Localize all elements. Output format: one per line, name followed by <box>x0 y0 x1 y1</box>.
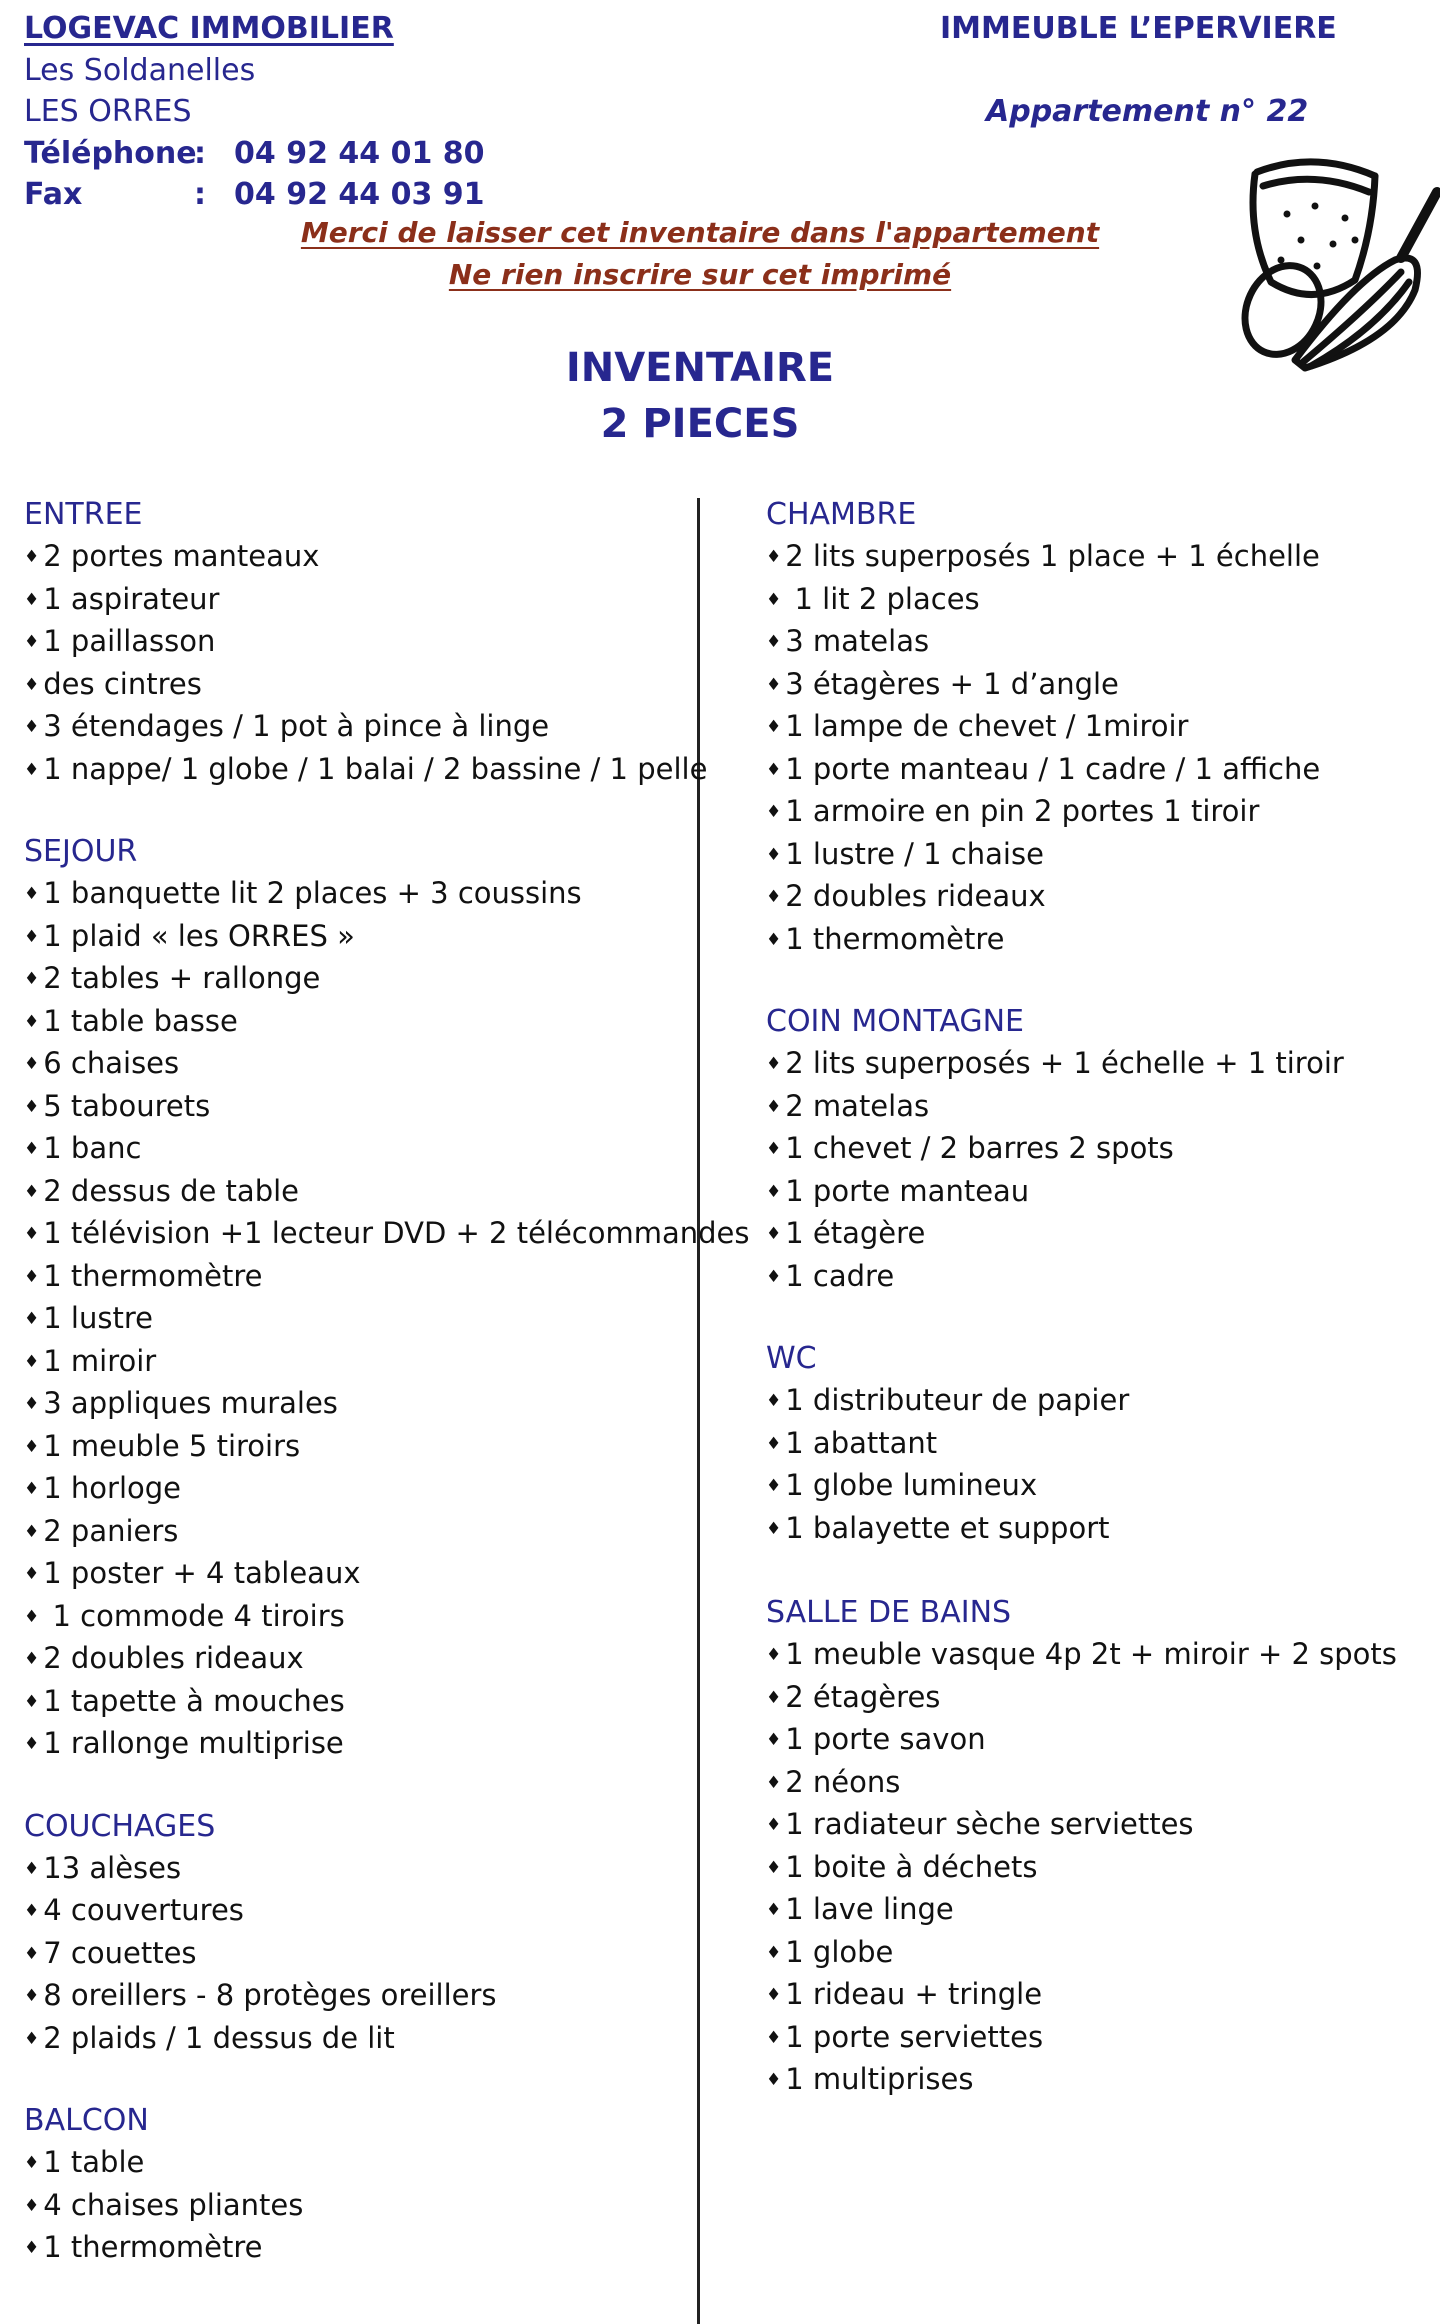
section-wc <box>766 1338 1397 1550</box>
list-item: ♦ 5 tabourets <box>24 1086 750 1129</box>
list-item: ♦ 1 radiateur sèche serviettes <box>766 1804 1397 1847</box>
list-item: ♦ 1 banc <box>24 1128 750 1171</box>
section-title: SALLE DE BAINS <box>766 1595 1012 1630</box>
list-item: ♦ 1 thermomètre <box>766 919 1397 962</box>
list-item: ♦ 4 chaises pliantes <box>24 2185 750 2228</box>
list-item: ♦ 1 meuble 5 tiroirs <box>24 1426 750 1469</box>
list-item: ♦ 2 matelas <box>766 1086 1397 1129</box>
list-item: ♦ 1 aspirateur <box>24 579 750 622</box>
list-item: ♦ 1 globe <box>766 1932 1397 1975</box>
list-item: ♦ 2 étagères <box>766 1677 1397 1720</box>
whisk-and-bowl-icon <box>1225 140 1440 390</box>
section-chambre <box>766 494 1397 961</box>
list-item: ♦ 7 couettes <box>24 1933 750 1976</box>
list-item: ♦ 1 rallonge multiprise <box>24 1723 750 1766</box>
list-item: ♦ 2 néons <box>766 1762 1397 1805</box>
inventory-title: INVENTAIRE <box>565 345 835 391</box>
list-item: ♦ 6 chaises <box>24 1043 750 1086</box>
list-item: ♦ 2 dessus de table <box>24 1171 750 1214</box>
list-item: ♦ 1 télévision +1 lecteur DVD + 2 télécommandes <box>24 1213 750 1256</box>
section-coin-montagne <box>766 1001 1397 1298</box>
section-title: COIN MONTAGNE <box>766 1004 1024 1039</box>
list-item: ♦ 1 porte savon <box>766 1719 1397 1762</box>
list-item: ♦ 2 paniers <box>24 1511 750 1554</box>
list-item: ♦ 1 banquette lit 2 places + 3 coussins <box>24 873 750 916</box>
section-salle-de-bains <box>766 1592 1397 2102</box>
list-item: ♦ 2 lits superposés 1 place + 1 échelle <box>766 536 1397 579</box>
list-item: ♦ 3 matelas <box>766 621 1397 664</box>
list-item: ♦ 1 cadre <box>766 1256 1397 1299</box>
list-item: ♦ 2 tables + rallonge <box>24 958 750 1001</box>
section-title: COUCHAGES <box>24 1808 216 1844</box>
list-item: ♦ 2 plaids / 1 dessus de lit <box>24 2018 750 2061</box>
note-do-not-write: Ne rien inscrire sur cet imprimé <box>448 258 952 291</box>
section-couchages <box>24 1806 750 2061</box>
list-item: ♦ 1 table <box>24 2142 750 2185</box>
list-item: ♦ 3 étagères + 1 d’angle <box>766 664 1397 707</box>
list-item: ♦ 1 étagère <box>766 1213 1397 1256</box>
list-item: ♦ 3 appliques murales <box>24 1383 750 1426</box>
list-item: ♦ 1 miroir <box>24 1341 750 1384</box>
phone-separator: : <box>194 136 206 171</box>
list-item: ♦ 2 portes manteaux <box>24 536 750 579</box>
list-item: ♦ 1 porte serviettes <box>766 2017 1397 2060</box>
list-item: ♦ 1 boite à déchets <box>766 1847 1397 1890</box>
section-title: SEJOUR <box>24 834 138 869</box>
list-item: ♦ 3 étendages / 1 pot à pince à linge <box>24 706 750 749</box>
fax-label: Fax <box>24 177 83 212</box>
list-item: ♦ 1 paillasson <box>24 621 750 664</box>
section-balcon <box>24 2100 750 2270</box>
building-name: IMMEUBLE L’EPERVIERE <box>940 11 1337 46</box>
list-item: ♦ 1 rideau + tringle <box>766 1974 1397 2017</box>
list-item: ♦ 1 multiprises <box>766 2059 1397 2102</box>
list-item: ♦ 1 meuble vasque 4p 2t + miroir + 2 spots <box>766 1634 1397 1677</box>
list-item: ♦ des cintres <box>24 664 750 707</box>
list-item: ♦ 1 nappe/ 1 globe / 1 balai / 2 bassine / 1 pelle <box>24 749 750 792</box>
list-item: ♦ 1 commode 4 tiroirs <box>24 1596 750 1639</box>
right-column <box>766 494 1397 2142</box>
list-item: ♦ 1 distributeur de papier <box>766 1380 1397 1423</box>
phone-number: 04 92 44 01 80 <box>234 136 485 171</box>
list-item: ♦ 1 chevet / 2 barres 2 spots <box>766 1128 1397 1171</box>
list-item: ♦ 8 oreillers - 8 protèges oreillers <box>24 1975 750 2018</box>
list-item: ♦ 2 lits superposés + 1 échelle + 1 tiroir <box>766 1043 1397 1086</box>
list-item: ♦ 1 horloge <box>24 1468 750 1511</box>
list-item: ♦ 1 porte manteau <box>766 1171 1397 1214</box>
list-item: ♦ 1 lave linge <box>766 1889 1397 1932</box>
list-item: ♦ 1 lit 2 places <box>766 579 1397 622</box>
phone-label: Téléphone <box>24 136 197 171</box>
list-item: ♦ 4 couvertures <box>24 1890 750 1933</box>
list-item: ♦ 1 table basse <box>24 1001 750 1044</box>
list-item: ♦ 1 plaid « les ORRES » <box>24 916 750 959</box>
list-item: ♦ 1 balayette et support <box>766 1508 1397 1551</box>
list-item: ♦ 1 thermomètre <box>24 2227 750 2270</box>
list-item: ♦ 2 doubles rideaux <box>24 1638 750 1681</box>
address-line-1: Les Soldanelles <box>24 53 256 88</box>
list-item: ♦ 1 armoire en pin 2 portes 1 tiroir <box>766 791 1397 834</box>
list-item: ♦ 1 porte manteau / 1 cadre / 1 affiche <box>766 749 1397 792</box>
list-item: ♦ 13 alèses <box>24 1848 750 1891</box>
list-item: ♦ 1 globe lumineux <box>766 1465 1397 1508</box>
apartment-number: Appartement n° 22 <box>986 94 1309 129</box>
section-title: CHAMBRE <box>766 497 917 532</box>
list-item: ♦ 1 thermomètre <box>24 1256 750 1299</box>
section-title: WC <box>766 1341 817 1376</box>
fax-separator: : <box>194 177 206 212</box>
list-item: ♦ 2 doubles rideaux <box>766 876 1397 919</box>
list-item: ♦ 1 lustre <box>24 1298 750 1341</box>
note-leave-inventory: Merci de laisser cet inventaire dans l'appartement <box>300 216 1100 249</box>
left-column <box>24 494 750 2310</box>
list-item: ♦ 1 lustre / 1 chaise <box>766 834 1397 877</box>
list-item: ♦ 1 poster + 4 tableaux <box>24 1553 750 1596</box>
address-line-2: LES ORRES <box>24 94 192 129</box>
list-item: ♦ 1 tapette à mouches <box>24 1681 750 1724</box>
inventory-subtitle: 2 PIECES <box>600 401 800 447</box>
section-sejour <box>24 831 750 1766</box>
section-entree <box>24 494 750 791</box>
agency-name: LOGEVAC IMMOBILIER <box>24 11 394 46</box>
fax-number: 04 92 44 03 91 <box>234 177 485 212</box>
list-item: ♦ 1 abattant <box>766 1423 1397 1466</box>
section-title: ENTREE <box>24 497 143 532</box>
list-item: ♦ 1 lampe de chevet / 1miroir <box>766 706 1397 749</box>
section-title: BALCON <box>24 2103 149 2138</box>
